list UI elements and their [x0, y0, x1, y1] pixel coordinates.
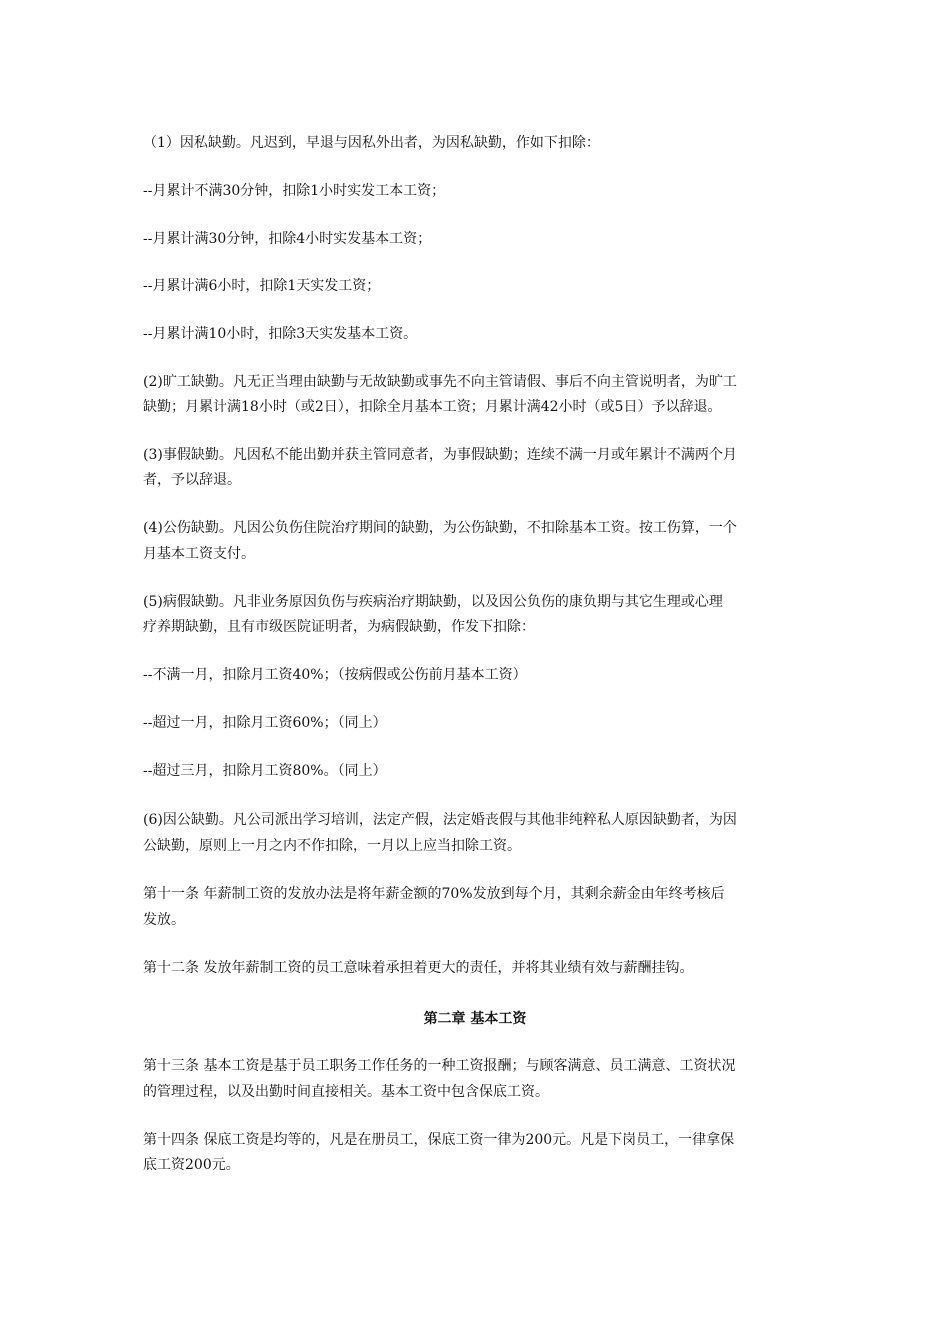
paragraph-absenteeism-line-2: 缺勤；月累计满18小时（或2日），扣除全月基本工资；月累计满42小时（或5日）予以辞退。 [143, 399, 722, 415]
paragraph-sick-leave-line-1: (5)病假缺勤。凡非业务原因负伤与疾病治疗期缺勤，以及因公负伤的康负期与其它生理或心理 [143, 594, 723, 610]
list-item: --月累计满10小时，扣除3天实发基本工资。 [143, 326, 418, 342]
paragraph-private-absence: （1）因私缺勤。凡迟到，早退与因私外出者，为因私缺勤，作如下扣除： [143, 135, 600, 151]
paragraph-absenteeism-line-1: (2)旷工缺勤。凡无正当理由缺勤与无故缺勤或事先不向主管请假、事后不向主管说明者，为旷工 [143, 374, 737, 390]
article-12: 第十二条 发放年薪制工资的员工意味着承担着更大的责任，并将其业绩有效与薪酬挂钩。 [143, 960, 694, 976]
list-item: --月累计满6小时，扣除1天实发工资； [143, 278, 381, 294]
article-11-line-1: 第十一条 年薪制工资的发放办法是将年薪金额的70%发放到每个月，其剩余薪金由年终考核后 [143, 886, 725, 902]
chapter-heading: 第二章 基本工资 [423, 1011, 527, 1027]
paragraph-sick-leave-line-2: 疗养期缺勤，且有市级医院证明者，为病假缺勤，作发下扣除： [143, 619, 535, 635]
paragraph-business-absence-line-1: (6)因公缺勤。凡公司派出学习培训，法定产假，法定婚丧假与其他非纯粹私人原因缺勤者，为因 [143, 812, 737, 828]
paragraph-work-injury-line-1: (4)公伤缺勤。凡因公负伤住院治疗期间的缺勤，为公伤缺勤，不扣除基本工资。按工伤算，一个 [143, 520, 737, 536]
paragraph-personal-leave-line-1: (3)事假缺勤。凡因私不能出勤并获主管同意者，为事假缺勤；连续不满一月或年累计不满两个月 [143, 447, 737, 463]
article-11-line-2: 发放。 [143, 912, 185, 928]
paragraph-personal-leave-line-2: 者，予以辞退。 [143, 472, 241, 488]
paragraph-business-absence-line-2: 公缺勤，原则上一月之内不作扣除，一月以上应当扣除工资。 [143, 838, 521, 854]
article-14-line-2: 底工资200元。 [143, 1157, 240, 1173]
article-13-line-1: 第十三条 基本工资是基于员工职务工作任务的一种工资报酬；与顾客满意、员工满意、工资状况 [143, 1058, 736, 1074]
article-13-line-2: 的管理过程，以及出勤时间直接相关。基本工资中包含保底工资。 [143, 1084, 549, 1100]
list-item: --不满一月，扣除月工资40%；（按病假或公伤前月基本工资） [143, 667, 527, 683]
list-item: --月累计不满30分钟，扣除1小时实发工本工资； [143, 183, 446, 199]
article-14-line-1: 第十四条 保底工资是均等的，凡是在册员工，保底工资一律为200元。凡是下岗员工，一律拿保 [143, 1132, 735, 1148]
list-item: --超过三月，扣除月工资80%。（同上） [143, 763, 387, 779]
list-item: --月累计满30分钟，扣除4小时实发基本工资； [143, 231, 432, 247]
list-item: --超过一月，扣除月工资60%；（同上） [143, 715, 387, 731]
paragraph-work-injury-line-2: 月基本工资支付。 [143, 546, 255, 562]
